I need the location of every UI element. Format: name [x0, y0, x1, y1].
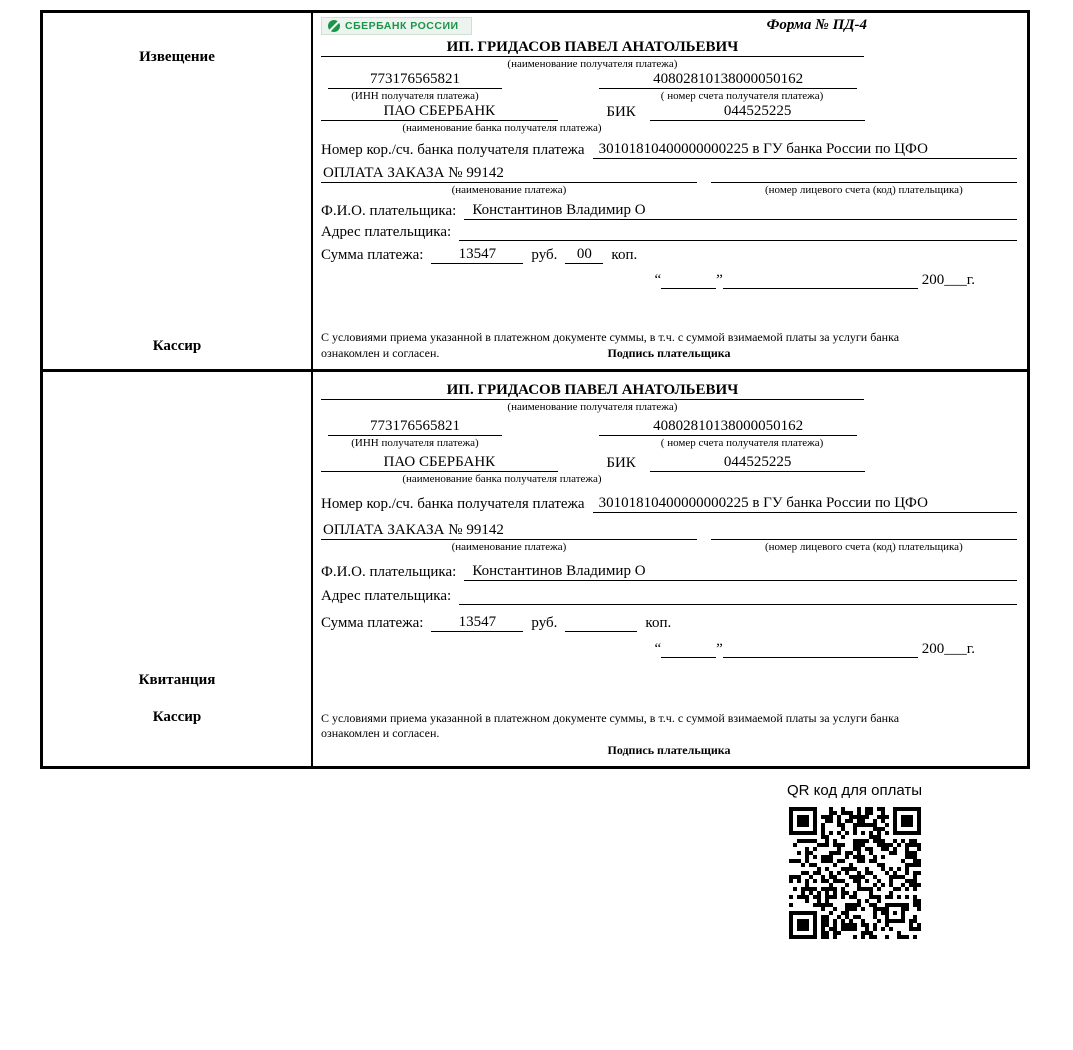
account-value: 40802810138000050162 — [599, 71, 857, 89]
qr-code — [789, 807, 921, 939]
amount-label: Сумма платежа: — [321, 615, 424, 631]
payer-address-line — [321, 224, 1017, 241]
inn-account-caption-line — [321, 89, 1017, 103]
payer-name-value: Константинов Владимир О — [464, 202, 1017, 220]
cashier-label: Кассир — [152, 709, 202, 725]
kop-label: коп. — [645, 615, 672, 631]
agreement-text-line1: С условиями приема указанной в платежном документе суммы, в т.ч. с суммой взимаемой платы за услуги банка — [321, 330, 900, 344]
notice-form-body — [313, 13, 1027, 369]
bank-bik-line — [321, 103, 1017, 121]
cashier-label: Кассир — [152, 338, 202, 354]
date-month-line — [723, 275, 918, 289]
inn-caption: (ИНН получателя платежа) — [351, 90, 479, 102]
date-year-label: 200___г. — [921, 641, 975, 657]
payer-name-label: Ф.И.О. плательщика: — [321, 203, 457, 219]
recipient-caption-line — [321, 57, 1017, 71]
bank-caption-line — [321, 472, 1017, 486]
account-caption: ( номер счета получателя платежа) — [660, 90, 824, 102]
payer-signature-label: Подпись плательщика — [607, 743, 731, 757]
receipt-label: Квитанция — [138, 672, 216, 688]
payer-address-value — [459, 589, 1017, 605]
recipient-caption-line — [321, 400, 1017, 414]
corr-account-line — [321, 141, 1017, 159]
date-year-label: 200___г. — [921, 272, 975, 288]
payment-purpose-line — [321, 165, 1017, 183]
form-number: Форма № ПД-4 — [766, 17, 867, 33]
notice-slip — [40, 10, 1030, 372]
bik-label: БИК — [606, 455, 636, 471]
payment-purpose-line — [321, 522, 1017, 540]
qr-caption: QR код для оплаты — [786, 782, 922, 799]
sberbank-logo-text: СБЕРБАНК РОССИИ — [345, 20, 459, 32]
date-line — [321, 272, 1017, 289]
kop-label: коп. — [611, 247, 638, 263]
notice-header-row — [321, 17, 1017, 39]
sberbank-logo-icon — [328, 20, 340, 32]
agreement-text-line2: ознакомлен и согласен. — [321, 726, 440, 740]
personal-account-caption: (номер лицевого счета (код) плательщика) — [765, 184, 963, 196]
qr-payment-block — [752, 782, 957, 944]
date-quote-open: “ — [654, 272, 662, 288]
bik-value: 044525225 — [650, 454, 866, 472]
inn-caption: (ИНН получателя платежа) — [351, 437, 479, 449]
payer-name-label: Ф.И.О. плательщика: — [321, 564, 457, 580]
bank-bik-line — [321, 454, 1017, 472]
recipient-caption: (наименование получателя платежа) — [507, 58, 678, 70]
receipt-stub-column — [43, 372, 313, 766]
account-value: 40802810138000050162 — [599, 418, 857, 436]
personal-account-blank-line — [711, 526, 1017, 540]
bank-name-caption: (наименование банка получателя платежа) — [402, 122, 602, 134]
personal-account-blank-line — [711, 169, 1017, 183]
amount-kop-value: 00 — [565, 246, 603, 264]
agreement-block — [321, 330, 1017, 361]
amount-kop-value — [565, 631, 637, 632]
payment-purpose-value: ОПЛАТА ЗАКАЗА № 99142 — [321, 165, 697, 183]
amount-rub-value: 13547 — [431, 246, 523, 264]
payer-name-value: Константинов Владимир О — [464, 563, 1017, 581]
payer-name-line — [321, 563, 1017, 581]
payer-signature-label: Подпись плательщика — [607, 346, 731, 360]
notice-stub-column — [43, 13, 313, 369]
corr-account-label: Номер кор./сч. банка получателя платежа — [321, 496, 585, 512]
amount-line — [321, 246, 1017, 264]
inn-account-line — [321, 71, 1017, 89]
account-caption: ( номер счета получателя платежа) — [660, 437, 824, 449]
receipt-form-body — [313, 372, 1027, 766]
purpose-caption-line — [321, 540, 1017, 554]
sberbank-logo — [321, 17, 472, 35]
corr-account-value: 30101810400000000225 в ГУ банка России по ЦФО — [593, 495, 1017, 513]
payer-address-line — [321, 588, 1017, 605]
date-quote-open: “ — [654, 641, 662, 657]
payer-name-line — [321, 202, 1017, 220]
date-day-line — [661, 644, 716, 658]
payer-address-label: Адрес плательщика: — [321, 224, 452, 240]
recipient-line — [321, 39, 1017, 57]
agreement-block — [321, 711, 1017, 758]
inn-value: 773176565821 — [328, 418, 502, 436]
bank-caption-line — [321, 121, 1017, 135]
agreement-text-line1: С условиями приема указанной в платежном документе суммы, в т.ч. с суммой взимаемой платы за услуги банка — [321, 711, 900, 725]
payer-address-value — [459, 225, 1017, 241]
notice-label: Извещение — [139, 49, 215, 65]
pd4-form — [40, 10, 1030, 769]
recipient-name: ИП. ГРИДАСОВ ПАВЕЛ АНАТОЛЬЕВИЧ — [321, 382, 864, 400]
inn-account-caption-line — [321, 436, 1017, 450]
receipt-slip — [40, 369, 1030, 769]
amount-label: Сумма платежа: — [321, 247, 424, 263]
recipient-line — [321, 382, 1017, 400]
recipient-name: ИП. ГРИДАСОВ ПАВЕЛ АНАТОЛЬЕВИЧ — [321, 39, 864, 57]
date-quote-close: ” — [716, 272, 723, 288]
amount-line — [321, 614, 1017, 632]
personal-account-caption: (номер лицевого счета (код) плательщика) — [765, 541, 963, 553]
date-quote-close: ” — [716, 641, 723, 657]
agreement-text-line2: ознакомлен и согласен. — [321, 346, 440, 360]
rub-label: руб. — [531, 247, 558, 263]
inn-value: 773176565821 — [328, 71, 502, 89]
payment-purpose-caption: (наименование платежа) — [451, 184, 567, 196]
agreement-text-line2-row — [321, 346, 1017, 361]
payment-purpose-value: ОПЛАТА ЗАКАЗА № 99142 — [321, 522, 697, 540]
rub-label: руб. — [531, 615, 558, 631]
amount-rub-value: 13547 — [431, 614, 523, 632]
corr-account-line — [321, 495, 1017, 513]
corr-account-value: 30101810400000000225 в ГУ банка России по ЦФО — [593, 141, 1017, 159]
date-month-line — [723, 644, 918, 658]
date-day-line — [661, 275, 716, 289]
recipient-caption: (наименование получателя платежа) — [507, 401, 678, 413]
date-line — [321, 641, 1017, 658]
bank-name-value: ПАО СБЕРБАНК — [321, 103, 558, 121]
corr-account-label: Номер кор./сч. банка получателя платежа — [321, 142, 585, 158]
payment-purpose-caption: (наименование платежа) — [451, 541, 567, 553]
bank-name-caption: (наименование банка получателя платежа) — [402, 473, 602, 485]
bik-value: 044525225 — [650, 103, 866, 121]
bik-label: БИК — [606, 104, 636, 120]
inn-account-line — [321, 418, 1017, 436]
bank-name-value: ПАО СБЕРБАНК — [321, 454, 558, 472]
payer-address-label: Адрес плательщика: — [321, 588, 452, 604]
purpose-caption-line — [321, 183, 1017, 197]
